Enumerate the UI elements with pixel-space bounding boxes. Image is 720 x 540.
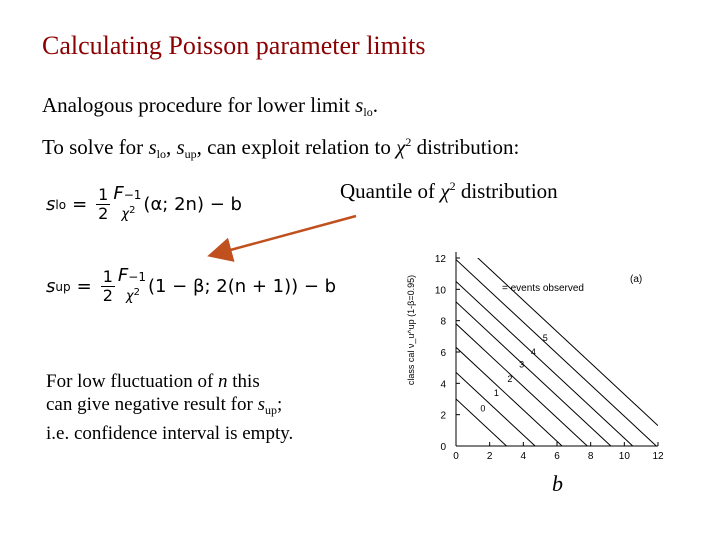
- quantile-label: Quantile of $\chi^2$ distribution: [340, 179, 558, 203]
- x-tick-label: 8: [587, 451, 594, 462]
- series-line-5: [456, 282, 633, 447]
- x-tick-label: 10: [618, 451, 630, 462]
- curve-label: 5: [542, 333, 548, 344]
- series-line-7: [456, 240, 658, 426]
- legend-text: = events observed: [502, 283, 584, 294]
- note-line-1: For low fluctuation of n this: [46, 371, 260, 392]
- y-tick-label: 8: [440, 316, 446, 328]
- curve-label: 3: [519, 359, 525, 370]
- b-axis-label: b: [552, 471, 563, 496]
- y-tick-label: 12: [434, 254, 446, 265]
- x-tick-label: 4: [520, 451, 527, 462]
- y-axis-label: class cal ν_u^up (1-β=0.95): [406, 274, 416, 386]
- series-line-4: [456, 302, 611, 446]
- panel-label: (a): [630, 274, 643, 285]
- note-line-3: i.e. confidence interval is empty.: [46, 423, 294, 444]
- curve-label: 4: [530, 347, 536, 358]
- slide-title: Calculating Poisson parameter limits: [42, 31, 426, 60]
- y-tick-label: 0: [440, 442, 446, 453]
- curve-label: 0: [480, 403, 486, 414]
- equation-s-lo: s lo = $\frac{1}{2}$ F−1 $\chi^2$ (α; 2n) − b: [46, 183, 242, 223]
- series-line-2: [456, 347, 562, 446]
- y-tick-label: 2: [440, 410, 446, 422]
- chi-square-relation-text: To solve for $s_{lo}$, $s_{up}$, can exploit relation to $\chi^2$ distribution:: [42, 135, 520, 161]
- upper-limit-chart: [400, 240, 680, 468]
- x-tick-label: 2: [486, 451, 493, 462]
- y-tick-label: 4: [440, 379, 446, 391]
- x-tick-label: 12: [652, 451, 664, 462]
- y-tick-label: 10: [434, 285, 446, 297]
- arrow-line: [212, 216, 356, 255]
- series-line-1: [456, 372, 535, 446]
- x-tick-label: 0: [453, 451, 459, 462]
- note-line-2: can give negative result for $s_{up}$;: [46, 394, 283, 417]
- curve-label: 1: [493, 387, 499, 398]
- x-tick-label: 6: [554, 451, 560, 462]
- lower-limit-text: Analogous procedure for lower limit $s_{lo}$.: [42, 93, 378, 119]
- equation-s-up: s up = $\frac{1}{2}$ F−1 $\chi^2$ (1 − β; 2(n + 1)) − b: [46, 265, 337, 305]
- curve-label: 2: [507, 373, 513, 384]
- y-tick-label: 6: [440, 348, 446, 359]
- fluctuation-note: [46, 370, 293, 445]
